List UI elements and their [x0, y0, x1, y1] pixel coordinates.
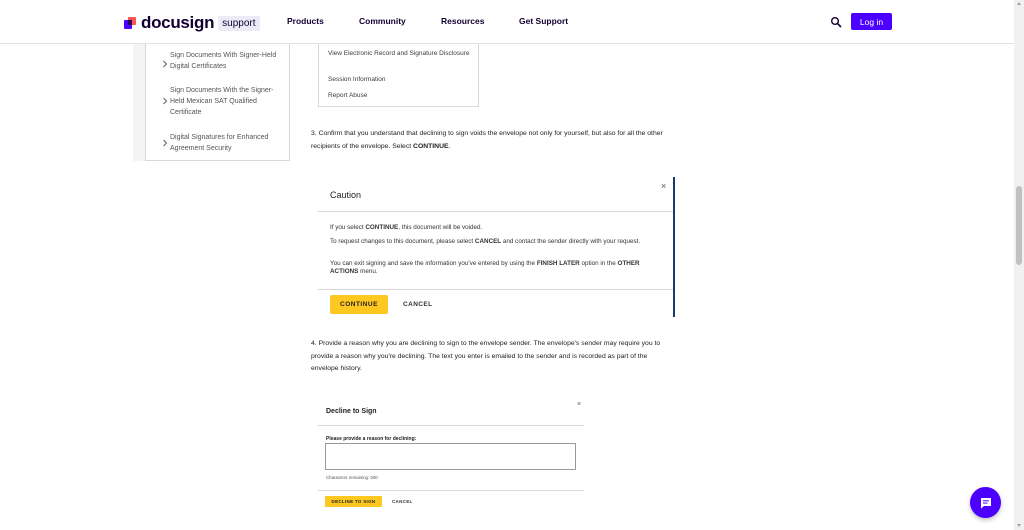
search-icon[interactable] — [830, 15, 842, 27]
chevron-right-icon — [161, 139, 169, 147]
nav-get-support[interactable]: Get Support — [519, 16, 569, 26]
step-end: . — [448, 142, 451, 150]
cancel-button: CANCEL — [403, 301, 433, 308]
scrollbar-thumb[interactable] — [1016, 186, 1022, 265]
sidebar-item-label: Sign Documents With the Signer-Held Mexican SAT Qualified Certificate — [170, 87, 274, 116]
sidebar-item-label: Sign Documents With Signer-Held Digital Certificates — [170, 52, 277, 70]
nav-resources[interactable]: Resources — [441, 16, 485, 26]
menu-item-report-abuse: Report Abuse — [328, 92, 368, 99]
dialog-title: Decline to Sign — [326, 408, 377, 415]
reason-field-label: Please provide a reason for declining: — [326, 436, 417, 442]
sidebar-item-label: Digital Signatures for Enhanced Agreement Security — [170, 134, 269, 152]
divider — [318, 490, 584, 491]
caution-line-1: If you select CONTINUE, this document will be voided. — [330, 224, 483, 231]
chevron-right-icon — [161, 60, 169, 68]
scroll-up-arrow-icon[interactable] — [1017, 2, 1021, 5]
chat-button[interactable] — [970, 487, 1001, 518]
step-text: Confirm that you understand that declining to sign voids the envelope not only for yourself, but also for all the other recipients of the envelope. Select — [311, 130, 663, 150]
sidebar-item-signer-held-certificates[interactable] — [146, 50, 289, 74]
close-icon: × — [577, 401, 582, 408]
divider — [318, 425, 584, 426]
characters-remaining: Characters remaining: 500 — [326, 475, 378, 480]
site-header — [0, 0, 1014, 44]
page-scrollbar[interactable] — [1014, 0, 1024, 530]
dialog-edge — [673, 177, 675, 317]
menu-item-view-disclosure: View Electronic Record and Signature Disclosure — [328, 50, 470, 57]
step-3 — [311, 128, 671, 153]
step-text: Provide a reason why you are declining to sign to the envelope sender. The envelope's sender may require you to provide a reason why you're declining. The text you enter is emailed to the sender and is recorded as part of the envelope history. — [311, 340, 661, 372]
step-bold: CONTINUE — [413, 142, 449, 150]
caution-line-2: To request changes to this document, please select CANCEL and contact the sender directly with your request. — [330, 238, 641, 245]
caution-line-3: You can exit signing and save the information you've entered by using the FINISH LATER option in the OTHER ACTIONS menu. — [330, 260, 640, 276]
sidebar-item-mexican-sat-certificate[interactable] — [146, 85, 289, 120]
sidebar-item-digital-signatures[interactable] — [146, 132, 289, 156]
chevron-right-icon — [161, 97, 169, 105]
decline-to-sign-button: DECLINE TO SIGN — [325, 496, 382, 507]
divider — [318, 211, 673, 212]
dialog-title: Caution — [330, 190, 362, 200]
step-number: 3. — [311, 130, 317, 137]
logo-text: docusign — [141, 13, 215, 32]
step-number: 4. — [311, 340, 317, 347]
reason-input — [325, 443, 576, 470]
login-button[interactable]: Log in — [851, 13, 892, 30]
sidebar-gutter — [133, 44, 145, 161]
docusign-logo[interactable] — [124, 13, 260, 33]
nav-community[interactable]: Community — [359, 16, 406, 26]
menu-item-session-information: Session Information — [328, 76, 386, 83]
divider — [318, 289, 673, 290]
cancel-button: CANCEL — [392, 499, 413, 504]
chat-icon — [979, 496, 993, 510]
scroll-down-arrow-icon[interactable] — [1017, 524, 1021, 527]
logo-badge: support — [218, 16, 259, 31]
decline-dialog-screenshot — [318, 396, 586, 513]
sidebar-nav — [145, 44, 290, 161]
step-4 — [311, 338, 671, 376]
close-icon: × — [661, 181, 667, 191]
other-actions-menu-screenshot — [318, 44, 479, 107]
docusign-logo-mark-icon — [124, 17, 137, 30]
caution-dialog-screenshot — [318, 177, 675, 317]
continue-button: CONTINUE — [330, 295, 388, 314]
nav-products[interactable]: Products — [287, 16, 324, 26]
